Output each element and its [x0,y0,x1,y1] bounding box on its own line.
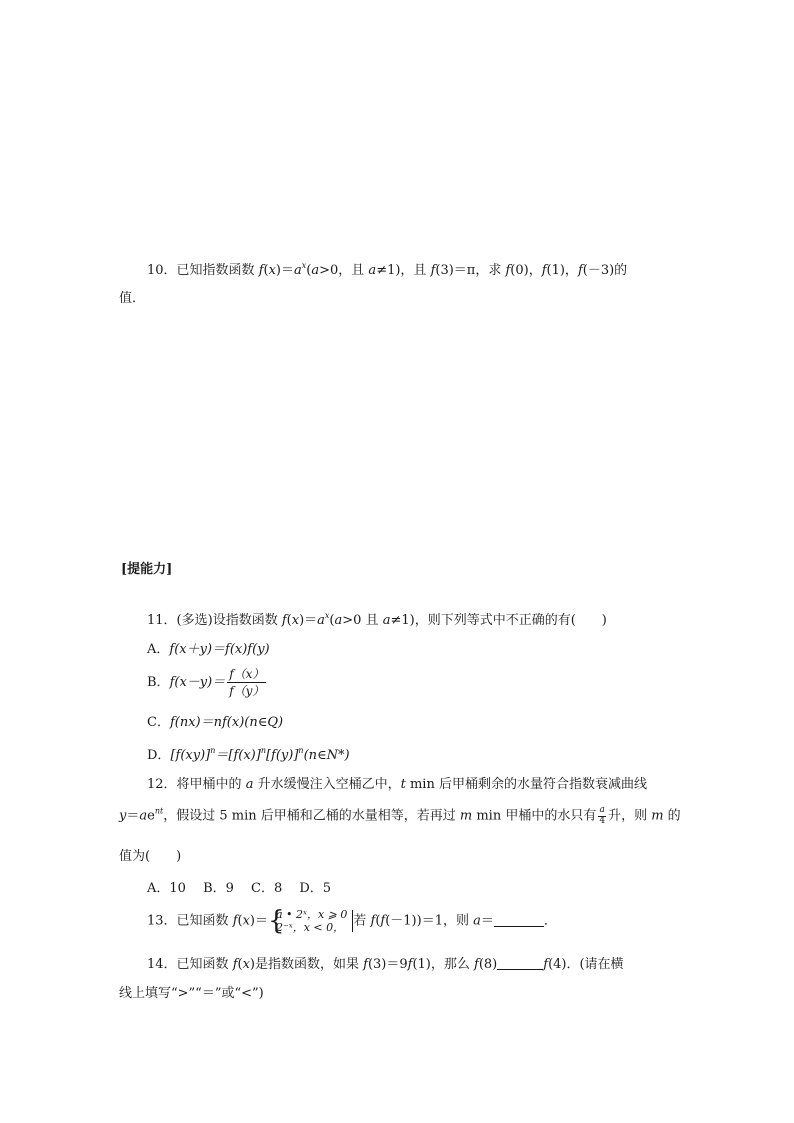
q12-line3: 值为( ) [119,849,182,864]
q11-option-d: D．$[f(xy)]^n=[f(x)]^n[f(y)]^n(n\in N*)$ [147,746,350,763]
q11-option-a: A．f(x＋y)＝f(x)f(y) [147,642,270,657]
q11-option-b: B．f(x－y)＝ $\frac{f(x)}{f(y)}$ [147,667,265,698]
q11-option-c: C．f(nx)＝nf(x)(n∈Q) [147,715,284,730]
q14-line1: 14．已知函数 f(x)是指数函数，如果 f(3)＝9f(1)，那么 f(8) f(4)．(请在横 [147,957,624,972]
q10-line2: 值． [119,291,146,306]
q13-line: 13．已知函数 f(x)＝ { a • 2ˣ，x ⩾ 0 2⁻ˣ，x < 0， 若 f(f(－1))＝1，则 a＝ ． [147,906,557,936]
q13-answer-blank[interactable] [494,914,544,927]
q12-fraction: $\frac{a}{4}$ [599,805,606,826]
q11-option-b-fraction: $\frac{f(x)}{f(y)}$ [229,667,265,698]
q10-line1: 10．已知指数函数 $f(x)=a^x(a>0$，且 a≠1)，且 f(3)＝π，求 f(0)，f(1)，f(－3)的 [147,261,628,278]
section-title: [提能力] [121,562,173,577]
q12-line2: $y=ae^{nt}$，假设过 5 min 后甲桶和乙桶的水量相等，若再过 m min 甲桶中的水只有 $\frac{a}{4}$ 升，则 m 的 [119,805,681,826]
q11-stem: 11．(多选)设指数函数 $f(x)=a^x(a>0$ 且 a≠1)，则下列等式中不正确的有( ) [147,611,607,628]
q13-piecewise: { a • 2ˣ，x ⩾ 0 2⁻ˣ，x < 0， [268,908,353,934]
q12-line1: 12．将甲桶中的 a 升水缓慢注入空桶乙中，t min 后甲桶剩余的水量符合指数衰减曲线 [147,777,647,792]
q12-options: A．10 B．9 C．8 D．5 [147,881,332,896]
left-brace-icon: { [268,906,285,936]
q14-answer-blank[interactable] [497,957,543,970]
q14-line2: 线上填写“>”“＝”或“<”) [119,986,264,1001]
